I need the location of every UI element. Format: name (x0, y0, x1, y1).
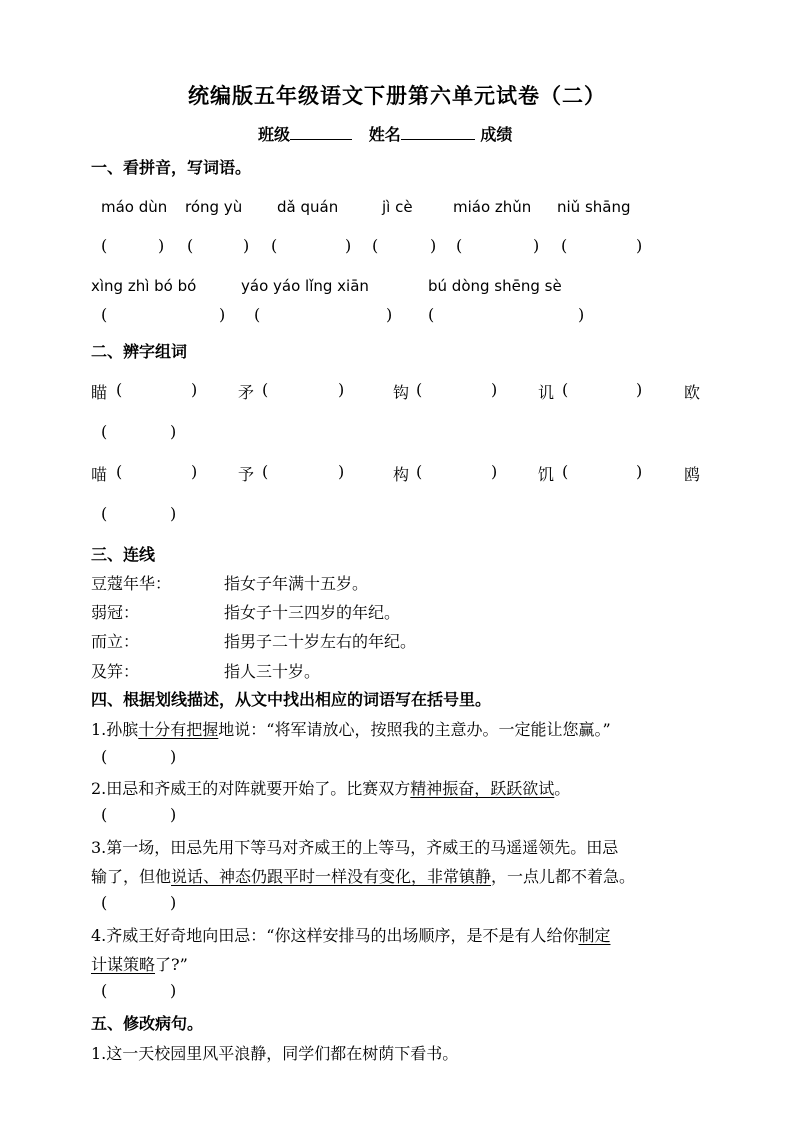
char: 矛 (238, 383, 255, 402)
answer-paren-close: ) (636, 236, 643, 255)
matching-term[interactable]: 豆蔻年华： (91, 574, 172, 593)
score-label: 成绩 (480, 125, 513, 144)
question-4-2 (91, 776, 570, 799)
class-label: 班级 (258, 125, 291, 144)
answer-paren-close: ) (491, 380, 498, 399)
answer-paren-close: ) (170, 893, 177, 912)
section-2-heading: 二、辨字组词 (91, 342, 188, 361)
student-info (258, 122, 512, 145)
q-text: 。 (554, 779, 571, 798)
answer-paren-open[interactable]: ( (562, 380, 569, 399)
underlined-phrase: 精神振奋，跃跃欲试 (410, 779, 555, 798)
answer-paren-open[interactable]: ( (561, 236, 568, 255)
answer-paren-open[interactable]: ( (262, 462, 269, 481)
answer-paren-open[interactable]: ( (101, 981, 108, 1000)
section-5-heading: 五、修改病句。 (91, 1014, 204, 1033)
answer-paren-close: ) (578, 305, 585, 324)
char: 瞄 (91, 383, 108, 402)
section-1-heading: 一、看拼音，写词语。 (91, 158, 252, 177)
answer-paren-close: ) (491, 462, 498, 481)
answer-paren-open[interactable]: ( (416, 462, 423, 481)
q-text: ，一点儿都不着急。 (491, 867, 636, 886)
matching-definition[interactable]: 指女子十三四岁的年纪。 (224, 603, 401, 622)
answer-paren-close: ) (636, 380, 643, 399)
char: 钩 (393, 383, 410, 402)
underlined-phrase: 计谋策略 (91, 955, 156, 974)
question-5-1: 1.这一天校园里风平浪静，同学们都在树荫下看书。 (91, 1044, 459, 1063)
answer-paren-open[interactable]: ( (101, 893, 108, 912)
name-label: 姓名 (368, 125, 401, 144)
question-4-4-line2 (91, 952, 188, 975)
answer-paren-close: ) (243, 236, 250, 255)
char: 予 (238, 465, 255, 484)
answer-paren-close: ) (191, 462, 198, 481)
q-text: 输了，但他 (91, 867, 172, 886)
q-text: 2.田忌和齐威王的对阵就要开始了。比赛双方 (91, 779, 411, 798)
answer-paren-open[interactable]: ( (101, 236, 108, 255)
pinyin: róng yù (185, 198, 243, 216)
answer-paren-close: ) (191, 380, 198, 399)
answer-paren-open[interactable]: ( (116, 462, 123, 481)
matching-definition[interactable]: 指女子年满十五岁。 (224, 574, 369, 593)
pinyin: miáo zhǔn (453, 198, 532, 216)
question-4-3-line1: 3.第一场，田忌先用下等马对齐威王的上等马，齐威王的马遥遥领先。田忌 (91, 838, 619, 857)
pinyin: máo dùn (101, 198, 168, 216)
underlined-phrase: 说话、神态仍跟平时一样没有变化，非常镇静 (171, 867, 492, 886)
q-text: 4.齐威王好奇地向田忌：“你这样安排马的出场顺序，是不是有人给你 (91, 926, 579, 945)
answer-paren-open[interactable]: ( (372, 236, 379, 255)
matching-definition[interactable]: 指男子二十岁左右的年纪。 (224, 632, 417, 651)
answer-paren-open[interactable]: ( (187, 236, 194, 255)
char: 饥 (538, 465, 555, 484)
answer-paren-close: ) (338, 462, 345, 481)
answer-paren-close: ) (170, 805, 177, 824)
question-4-4-line1 (91, 923, 610, 946)
underlined-phrase: 十分有把握 (138, 720, 219, 739)
answer-paren-close: ) (158, 236, 165, 255)
answer-paren-close: ) (430, 236, 437, 255)
question-4-1 (91, 717, 611, 740)
answer-paren-open[interactable]: ( (101, 805, 108, 824)
answer-paren-open[interactable]: ( (101, 747, 108, 766)
char: 欧 (684, 383, 701, 402)
answer-paren-open[interactable]: ( (262, 380, 269, 399)
answer-paren-close: ) (386, 305, 393, 324)
underlined-phrase: 制定 (578, 926, 611, 945)
pinyin: yáo yáo lǐng xiān (241, 277, 369, 295)
pinyin: niǔ shāng (557, 198, 631, 216)
answer-paren-open[interactable]: ( (416, 380, 423, 399)
matching-term[interactable]: 而立： (91, 632, 140, 651)
char: 构 (393, 465, 410, 484)
answer-paren-close: ) (170, 981, 177, 1000)
answer-paren-open[interactable]: ( (101, 504, 108, 523)
q-text: 了?” (155, 955, 188, 974)
answer-paren-open[interactable]: ( (562, 462, 569, 481)
answer-paren-open[interactable]: ( (428, 305, 435, 324)
section-3-heading: 三、连线 (91, 545, 156, 564)
answer-paren-close: ) (170, 747, 177, 766)
answer-paren-close: ) (170, 504, 177, 523)
question-4-3-line2 (91, 864, 635, 887)
class-blank[interactable] (290, 123, 352, 140)
answer-paren-open[interactable]: ( (101, 305, 108, 324)
char: 鸥 (684, 465, 701, 484)
answer-paren-close: ) (170, 422, 177, 441)
char: 讥 (538, 383, 555, 402)
answer-paren-open[interactable]: ( (456, 236, 463, 255)
answer-paren-open[interactable]: ( (254, 305, 261, 324)
matching-term[interactable]: 弱冠： (91, 603, 140, 622)
answer-paren-close: ) (533, 236, 540, 255)
char: 喵 (91, 465, 108, 484)
answer-paren-close: ) (636, 462, 643, 481)
q-text: 1.孙膑 (91, 720, 139, 739)
name-blank[interactable] (401, 123, 475, 140)
answer-paren-open[interactable]: ( (116, 380, 123, 399)
q-text: 地说：“将军请放心，按照我的主意办。一定能让您赢。” (218, 720, 611, 739)
answer-paren-open[interactable]: ( (271, 236, 278, 255)
answer-paren-open[interactable]: ( (101, 422, 108, 441)
page-title: 统编版五年级语文下册第六单元试卷（二） (188, 83, 606, 108)
pinyin: jì cè (382, 198, 413, 216)
answer-paren-close: ) (338, 380, 345, 399)
matching-term[interactable]: 及笄： (91, 662, 140, 681)
section-4-heading: 四、根据划线描述，从文中找出相应的词语写在括号里。 (91, 690, 492, 709)
answer-paren-close: ) (219, 305, 226, 324)
matching-definition[interactable]: 指人三十岁。 (224, 662, 321, 681)
pinyin: bú dòng shēng sè (428, 277, 562, 295)
answer-paren-close: ) (345, 236, 352, 255)
pinyin: xìng zhì bó bó (91, 277, 197, 295)
pinyin: dǎ quán (277, 198, 339, 216)
